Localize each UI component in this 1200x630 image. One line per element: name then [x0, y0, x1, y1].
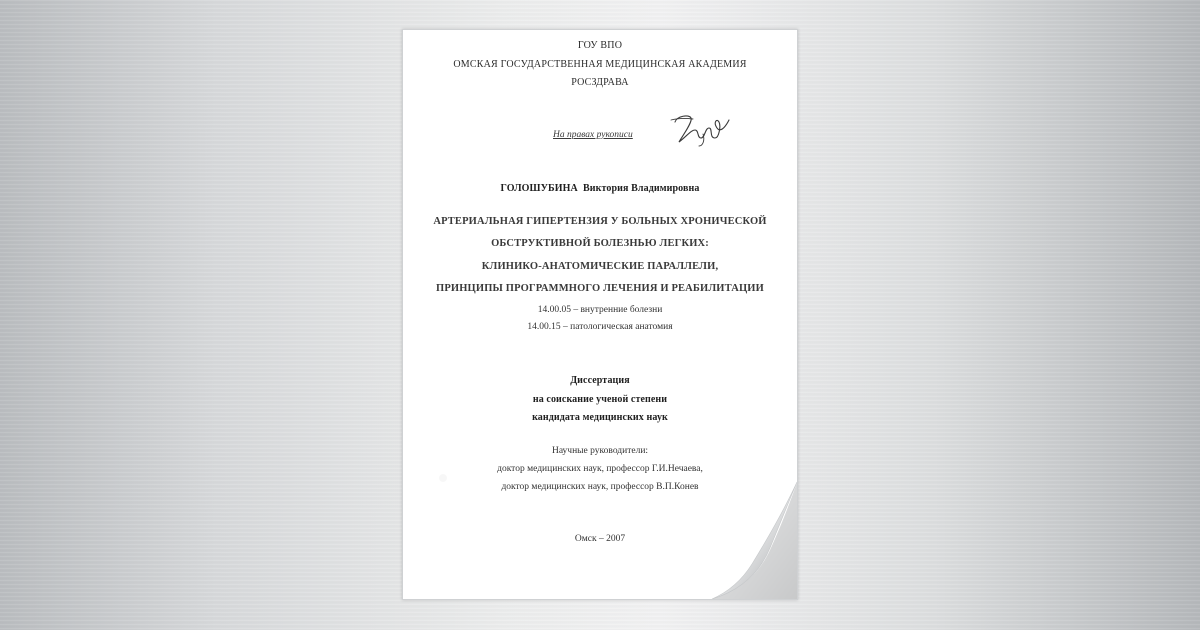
author-given-names: Виктория Владимировна: [583, 183, 700, 194]
degree-line-2: на соискание ученой степени: [532, 394, 668, 405]
dissertation-title-page: [402, 29, 798, 600]
handwritten-signature: [669, 108, 735, 148]
title-line-2: ОБСТРУКТИВНОЙ БОЛЕЗНЬЮ ЛЕГКИХ:: [491, 238, 709, 249]
specialty-2: 14.00.15 – патологическая анатомия: [527, 322, 673, 332]
specialty-1: 14.00.05 – внутренние болезни: [537, 305, 663, 315]
supervisor-2: доктор медицинских наук, профессор В.П.Конев: [501, 482, 699, 492]
title-line-1: АРТЕРИАЛЬНАЯ ГИПЕРТЕНЗИЯ У БОЛЬНЫХ ХРОНИЧЕСКОЙ: [433, 216, 767, 227]
author-name: [403, 183, 797, 194]
city-year: Омск – 2007: [574, 534, 626, 544]
supervisor-1: доктор медицинских наук, профессор Г.И.Нечаева,: [497, 464, 703, 474]
org-line-1: ГОУ ВПО: [577, 40, 623, 51]
degree-line-3: кандидата медицинских наук: [532, 412, 668, 423]
title-line-3: КЛИНИКО-АНАТОМИЧЕСКИЕ ПАРАЛЛЕЛИ,: [481, 261, 719, 272]
author-surname: ГОЛОШУБИНА: [500, 183, 578, 194]
org-line-3: РОСЗДРАВА: [571, 77, 629, 88]
paper-speck: [439, 474, 447, 482]
page-curl: [708, 480, 798, 600]
supervisors-heading: Научные руководители:: [551, 446, 649, 456]
degree-line-1: Диссертация: [570, 375, 630, 386]
title-line-4: ПРИНЦИПЫ ПРОГРАММНОГО ЛЕЧЕНИЯ И РЕАБИЛИТАЦИИ: [436, 283, 764, 294]
manuscript-note: На правах рукописи: [553, 130, 633, 140]
org-line-2: ОМСКАЯ ГОСУДАРСТВЕННАЯ МЕДИЦИНСКАЯ АКАДЕМИЯ: [453, 59, 747, 70]
